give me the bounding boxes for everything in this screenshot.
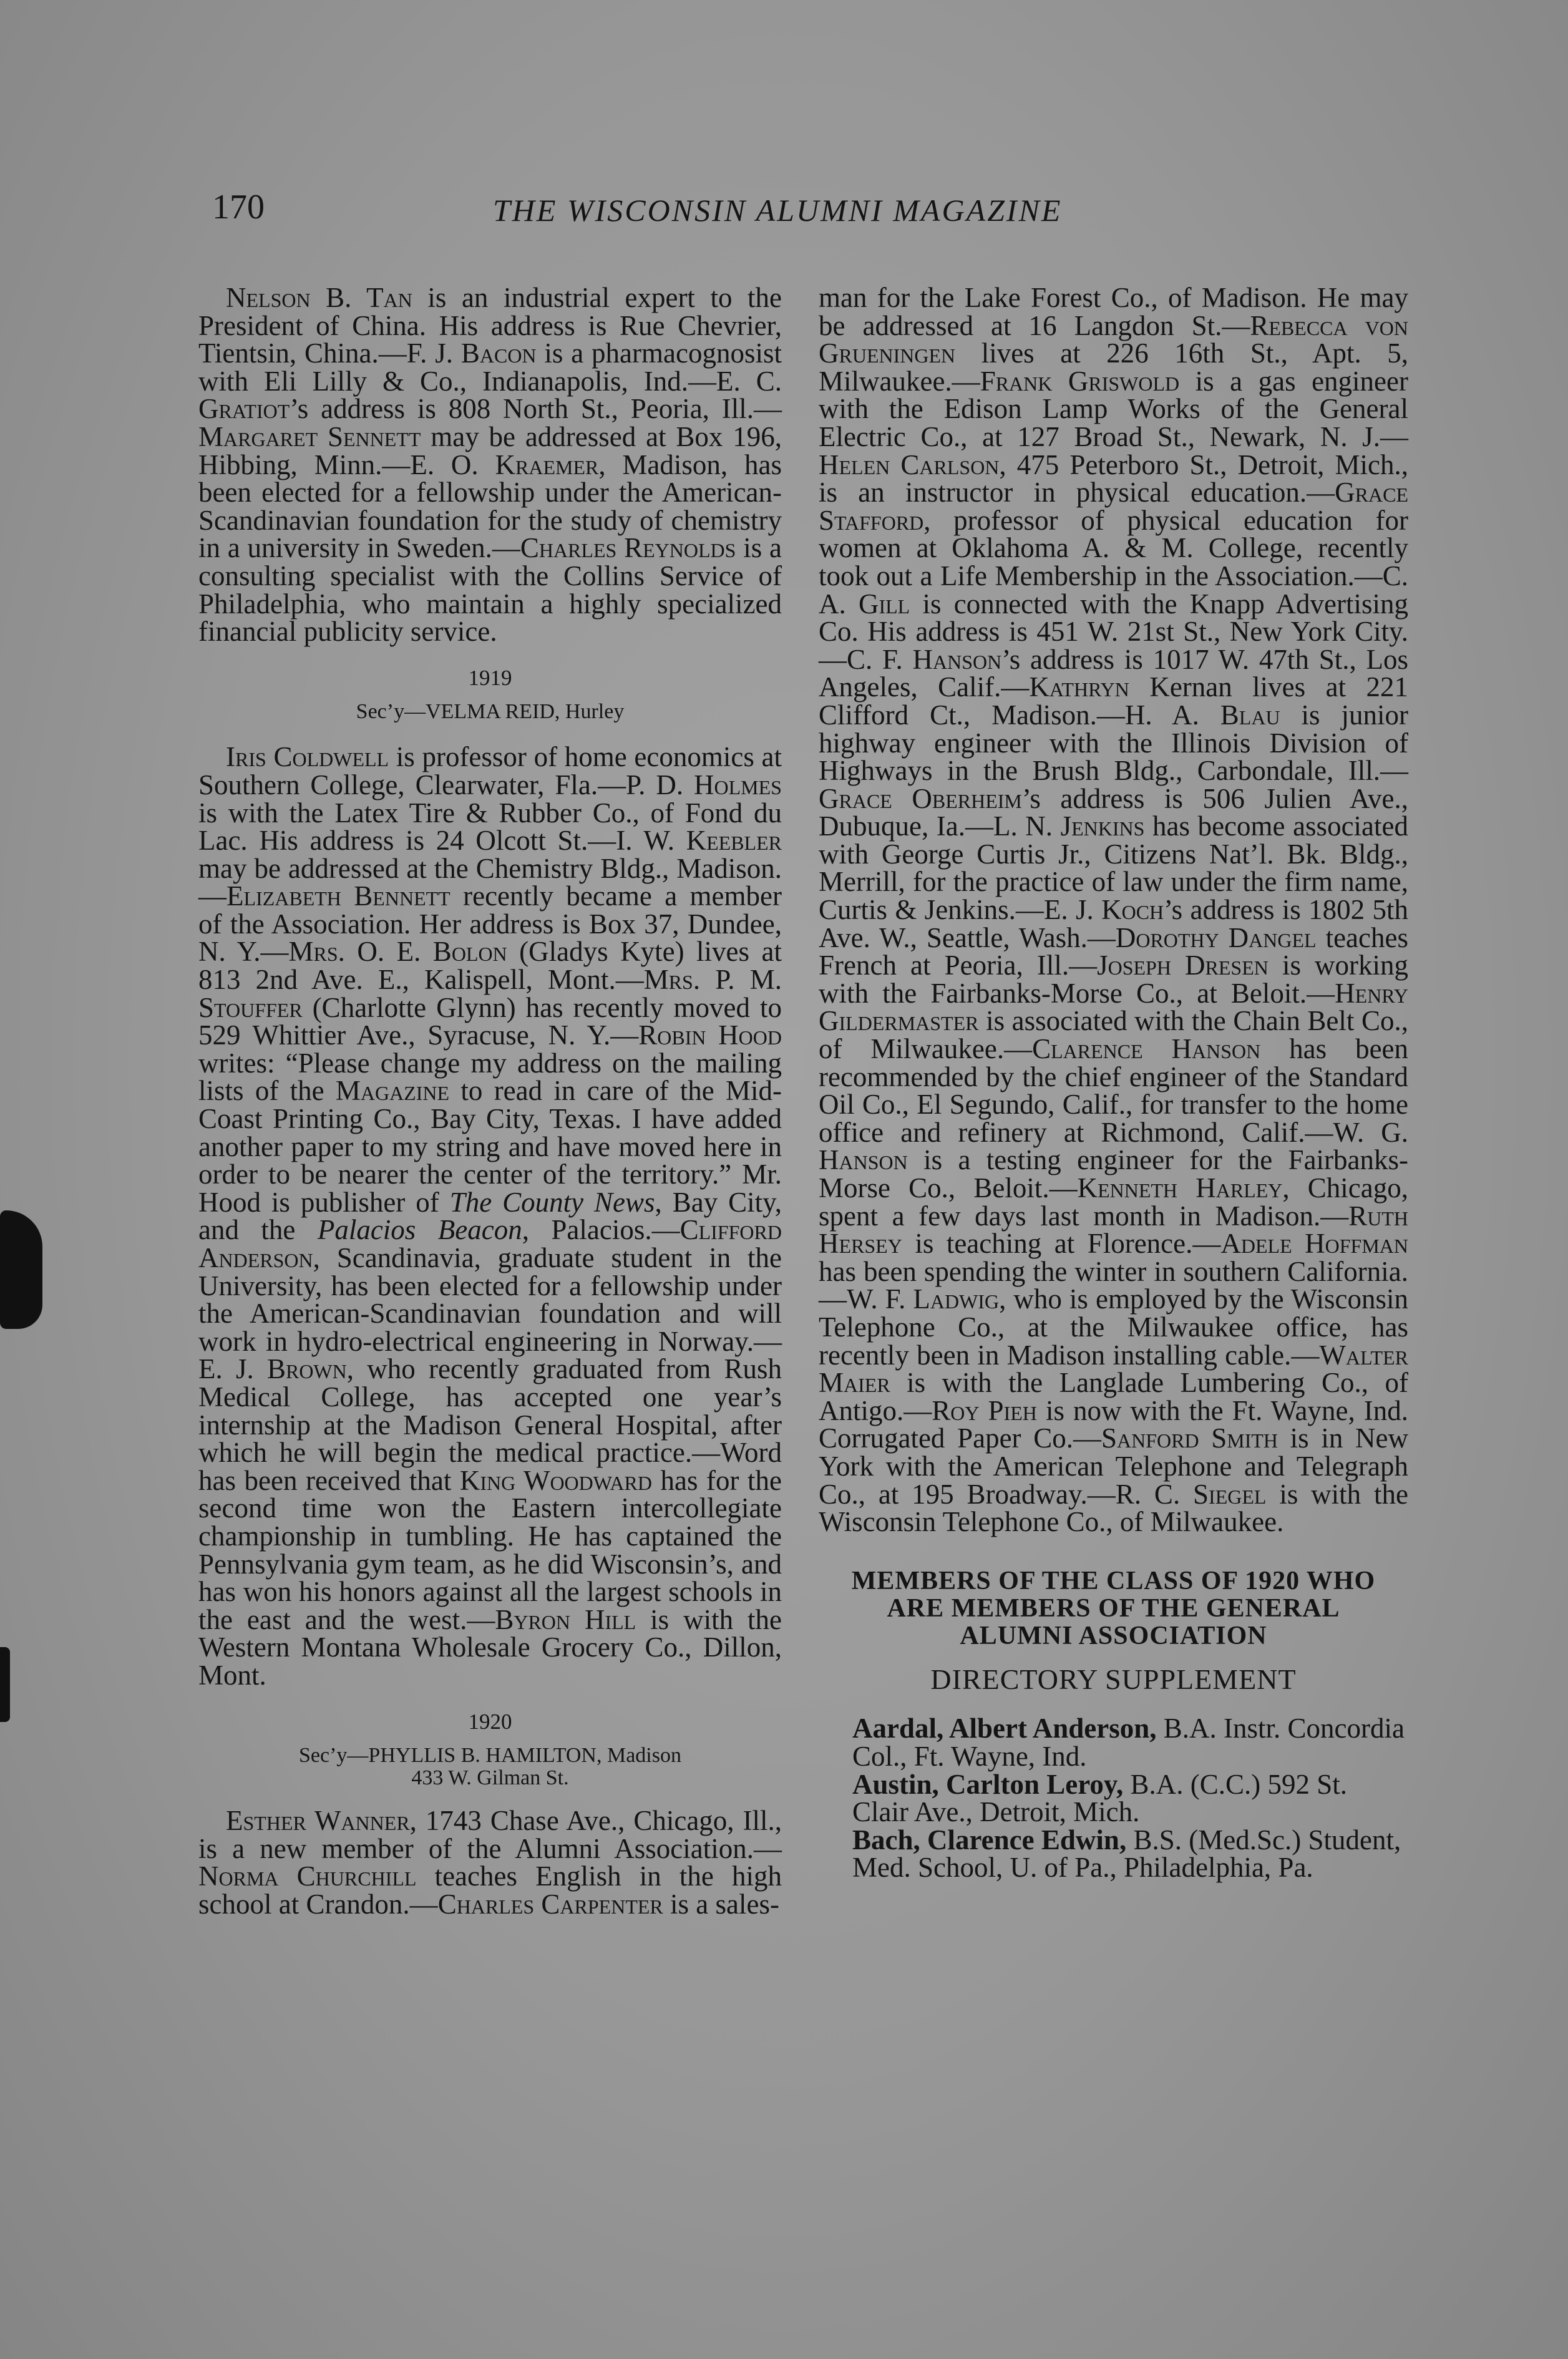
directory-heading: DIRECTORY SUPPLEMENT [930, 1663, 1297, 1695]
class-1919-notes: Iris Coldwell is professor of home economics at Southern College, Clearwater, Fla.—P. D. Holmes is with the Latex Tire & Rubber Co., of Fond du Lac. His address is 24 Olcott St.—I. W. Keebler may be addressed at the Chemistry Bldg., Madison.—Elizabeth Bennett recently became a member of the Association. Her address is Box 37, Dundee, N. Y.—Mrs. O. E. Bolon (Gladys Kyte) lives at 813 2nd Ave. E., Kalispell, Mont.—Mrs. P. M. Stouffer (Charlotte Glynn) has recently moved to 529 Whittier Ave., Syracuse, N. Y.—Robin Hood writes: “Please change my address on the mailing lists of the Magazine to read in care of the Mid-Coast Printing Co., Bay City, Texas. I have added another paper to my string and have moved here in order to be nearer the center of the territory.” Mr. Hood is publisher of The County News, Bay City, and the Palacios Beacon, Palacios.—Clifford Anderson, Scandinavia, graduate student in the University, has been elected for a fellowship under the American-Scandinavian foundation and will work in hydro-electrical engineering in Norway.—E. J. Brown, who recently graduated from Rush Medical College, has accepted one year’s internship at the Madison General Hospital, after which he will begin the medical practice.—Word has been received that King Woodward has for the second time won the Eastern intercollegiate championship in tumbling. He has captained the Pennsylvania gym team, as he did Wisconsin’s, and has won his honors against all the largest schools in the east and the west.—Byron Hill is with the Western Montana Wholesale Grocery Co., Dillon, Mont. [198, 741, 782, 1691]
secretary-1920: Sec’y—PHYLLIS B. HAMILTON, Madison 433 W. Gilman St. [299, 1744, 681, 1790]
class-1920-notes-continued: man for the Lake Forest Co., of Madison. He may be addressed at 16 Langdon St.—Rebecca von Grueningen lives at 226 16th St., Apt. 5, Milwaukee.—Frank Griswold is a gas engineer with the Edison Lamp Works of the General Electric Co., at 127 Broad St., Newark, N. J.—Helen Carlson, 475 Peterboro St., Detroit, Mich., is an instructor in physical education.—Grace Stafford, professor of physical education for women at Oklahoma A. & M. College, recently took out a Life Membership in the Association.—C. A. Gill is connected with the Knapp Advertising Co. His address is 451 W. 21st St., New York City.—C. F. Hanson’s address is 1017 W. 47th St., Los Angeles, Calif.—Kathryn Kernan lives at 221 Clifford Ct., Madison.—H. A. Blau is junior highway engineer with the Illinois Division of Highways in the Brush Bldg., Carbondale, Ill.—Grace Oberheim’s address is 506 Julien Ave., Dubuque, Ia.—L. N. Jenkins has become associated with George Curtis Jr., Citizens Nat’l. Bk. Bldg., Merrill, for the practice of law under the firm name, Curtis & Jenkins.—E. J. Koch’s address is 1802 5th Ave. W., Seattle, Wash.—Dorothy Dangel teaches French at Peoria, Ill.—Joseph Dresen is working with the Fairbanks-Morse Co., at Beloit.—Henry Gildermaster is associated with the Chain Belt Co., of Milwaukee.—Clarence Hanson has been recommended by the chief engineer of the Standard Oil Co., El Segundo, Calif., for transfer to the home office and refinery at Richmond, Calif.—W. G. Hanson is a testing engineer for the Fairbanks-Morse Co., Beloit.—Kenneth Harley, Chicago, spent a few days last month in Madison.—Ruth Hersey is teaching at Florence.—Adele Hoffman has been spending the winter in southern California.—W. F. Ladwig, who is employed by the Wisconsin Telephone Co., at the Milwaukee office, has recently been in Madison installing cable.—Walter Maier is with the Langlade Lumbering Co., of Antigo.—Roy Pieh is now with the Ft. Wayne, Ind. Corrugated Paper Co.—Sanford Smith is in New York with the American Telephone and Telegraph Co., at 195 Broadway.—R. C. Siegel is with the Wisconsin Telephone Co., of Milwaukee. [819, 282, 1409, 1538]
directory-entry: Bach, Clarence Edwin, B.S. (Med.Sc.) Student, Med. School, U. of Pa., Philadelphia, Pa. [852, 1824, 1401, 1884]
running-title: THE WISCONSIN ALUMNI MAGAZINE [493, 193, 1063, 228]
page-number: 170 [212, 188, 265, 226]
right-column [819, 284, 1408, 1882]
secretary-1919: Sec’y—VELMA REID, Hurley [356, 700, 625, 724]
class-1918-notes: Nelson B. Tan is an industrial expert to the President of China. His address is Rue Chevrier, Tientsin, China.—F. J. Bacon is a pharmacognosist with Eli Lilly & Co., Indianapolis, Ind.—E. C. Gratiot’s address is 808 North St., Peoria, Ill.—Margaret Sennett may be addressed at Box 196, Hibbing, Minn.—E. O. Kraemer, Madison, has been elected for a fellowship under the American-Scandinavian foundation for the study of chemistry in a university in Sweden.—Charles Reynolds is a consulting specialist with the Collins Service of Philadelphia, who maintain a highly specialized financial publicity service. [198, 282, 782, 648]
scan-blot-lower [0, 1647, 10, 1722]
page-header [212, 187, 1454, 237]
class-1920-notes: Esther Wanner, 1743 Chase Ave., Chicago, Ill., is a new member of the Alumni Association.—Norma Churchill teaches English in the high school at Crandon.—Charles Carpenter is a sales- [198, 1805, 782, 1920]
scan-blot-upper [0, 1210, 42, 1329]
directory-entry: Austin, Carlton Leroy, B.A. (C.C.) 592 St. Clair Ave., Detroit, Mich. [852, 1768, 1347, 1828]
left-column [198, 284, 782, 1918]
members-heading: MEMBERS OF THE CLASS OF 1920 WHO ARE MEMBERS OF THE GENERAL ALUMNI ASSOCIATION [851, 1566, 1376, 1650]
directory-entry: Aardal, Albert Anderson, B.A. Instr. Concordia Col., Ft. Wayne, Ind. [852, 1713, 1405, 1772]
class-year-1920: 1920 [468, 1709, 512, 1734]
class-year-1919: 1919 [468, 665, 512, 690]
